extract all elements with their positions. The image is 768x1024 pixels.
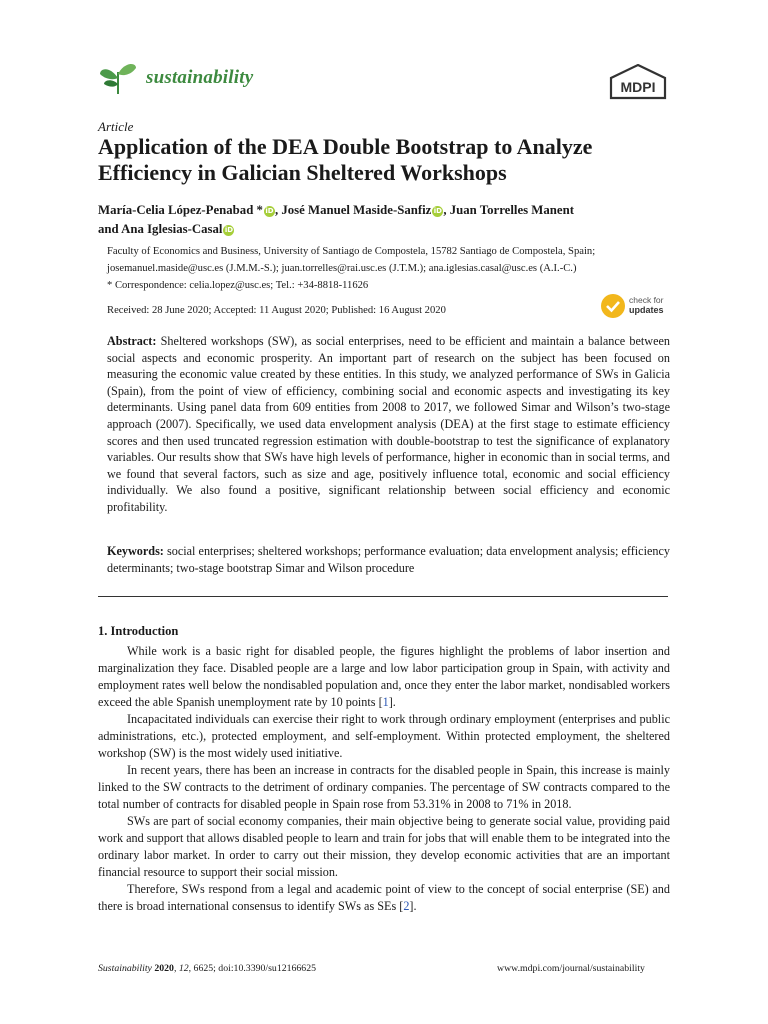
check-updates-icon: [601, 294, 625, 318]
publication-dates: Received: 28 June 2020; Accepted: 11 August 2020; Published: 16 August 2020: [107, 305, 446, 316]
affiliation-line: josemanuel.maside@usc.es (J.M.M.-S.); juan.torrelles@rai.usc.es (J.T.M.); ana.iglesias.casal@usc.es (A.I.-C.): [107, 263, 577, 274]
mdpi-logo: [609, 64, 667, 100]
author-separator: ,: [443, 203, 450, 217]
author-separator: ,: [274, 203, 282, 217]
paragraph-end: ].: [409, 899, 417, 913]
footer-doi: , 6625; doi:10.3390/su12166625: [188, 963, 317, 974]
section-heading: 1. Introduction: [98, 624, 179, 638]
paragraph: [98, 881, 670, 915]
abstract: [107, 333, 670, 516]
author-name[interactable]: María-Celia López-Penabad: [98, 203, 254, 217]
footer-journal: Sustainability: [98, 963, 152, 974]
check-for-updates-button[interactable]: [601, 292, 673, 322]
article-type: Article: [98, 119, 134, 134]
article-title: Application of the DEA Double Bootstrap to Analyze Efficiency in Galician Sheltered Workshops: [98, 134, 593, 185]
paragraph: [98, 643, 670, 711]
orcid-icon[interactable]: iD: [265, 207, 274, 215]
correspondence-line: * Correspondence: celia.lopez@usc.es; Tel.: +34-8818-11626: [107, 280, 369, 291]
citation-link[interactable]: 2: [403, 899, 410, 913]
check-updates-line1: check for: [629, 295, 664, 305]
paragraph-text: While work is a basic right for disabled people, the figures highlight the problems of labor insertion and marginalization they face. Disabled people are a large and low labor participation group in Spain, with activity and employment rates well below the nondisabled population and, once they enter the labor market, nondisabled workers exceed the able Spanish unemployment rate by 10 points [: [98, 644, 670, 709]
paragraph: In recent years, there has been an increase in contracts for the disabled people in Spain, this increase is mainly linked to the SW contracts to the detriment of ordinary companies. The percentage of SW contracts compared to the total number of contracts for disabled people in Spain rose from 53.31% in 2008 to 71% in 2018.: [98, 763, 670, 811]
corresponding-mark: *: [253, 203, 263, 217]
abstract-label: Abstract:: [107, 334, 157, 348]
author-name[interactable]: Juan Torrelles Manent: [449, 203, 574, 217]
journal-name: sustainability: [146, 67, 254, 88]
paragraph-text: Therefore, SWs respond from a legal and academic point of view to the concept of social enterprise (SE) and there is broad international consensus to identify SWs as SEs [: [98, 882, 670, 913]
footer-url-link[interactable]: www.mdpi.com/journal/sustainability: [497, 963, 645, 974]
author-list: [98, 201, 678, 239]
mdpi-logo-text: MDPI: [620, 79, 656, 95]
paragraph: SWs are part of social economy companies, their main objective being to generate social value, providing paid work and support that allows disabled people to learn and train for jobs that will enable them to be integrated into the ordinary labor market. In order to carry out their mission, they develop economic activities that are an important financial resource to support their social mission.: [98, 814, 670, 879]
orcid-icon[interactable]: iD: [433, 207, 442, 215]
footer-citation: Sustainability 2020, 12, 6625; doi:10.3390/su12166625: [98, 963, 317, 974]
author-name[interactable]: and Ana Iglesias-Casal: [98, 222, 223, 236]
paragraph: Incapacitated individuals can exercise their right to work through ordinary employment (enterprises and public administrations, etc.), protected employment, and self-employment. Within protected employment, the sheltered workshop (SW) is the most widely used initiative.: [98, 712, 670, 760]
footer-volume: 12: [178, 963, 189, 974]
introduction-body: [98, 643, 670, 915]
author-name[interactable]: José Manuel Maside-Sanfiz: [281, 203, 432, 217]
paragraph-end: ].: [388, 695, 396, 709]
affiliations: [107, 243, 677, 294]
affiliation-line: Faculty of Economics and Business, University of Santiago de Compostela, 15782 Santiago de Compostela, Spain;: [107, 246, 596, 257]
keywords: [107, 543, 670, 577]
leaf-sprout-icon: [98, 60, 138, 96]
check-updates-line2: updates: [629, 305, 664, 315]
keywords-text: social enterprises; sheltered workshops; performance evaluation; data envelopment analysis; efficiency determinants; two-stage bootstrap Simar and Wilson procedure: [107, 544, 670, 575]
footer-year: 2020: [154, 963, 174, 974]
abstract-text: Sheltered workshops (SW), as social enterprises, need to be efficient and maintain a balance between social aspects and economic prosperity. An important part of research on the subject has been focused on measuring the economic value created by these entities. In this study, we analyzed performance of SWs in Galicia (Spain), from the point of view of efficiency, combining social and economic aspects and investigating its key determinants. Using panel data from 609 entities from 2008 to 2017, we followed Simar and Wilson’s two-stage approach (2007). Specifically, we used data envelopment analysis (DEA) at the first stage to estimate efficiency scores and then used truncated regression estimation with double-bootstrap to test the significance of explanatory variables. Our results show that SWs have high levels of performance, higher in economic than in social terms, and we found that several factors, such as size and age, positively influence total, economic and social efficiency individually. We also found a positive, significant relationship between social efficiency and economic profitability.: [107, 334, 670, 514]
section-divider: [98, 596, 668, 597]
citation-link[interactable]: 1: [382, 695, 389, 709]
orcid-icon[interactable]: iD: [224, 226, 234, 234]
keywords-label: Keywords:: [107, 544, 164, 558]
